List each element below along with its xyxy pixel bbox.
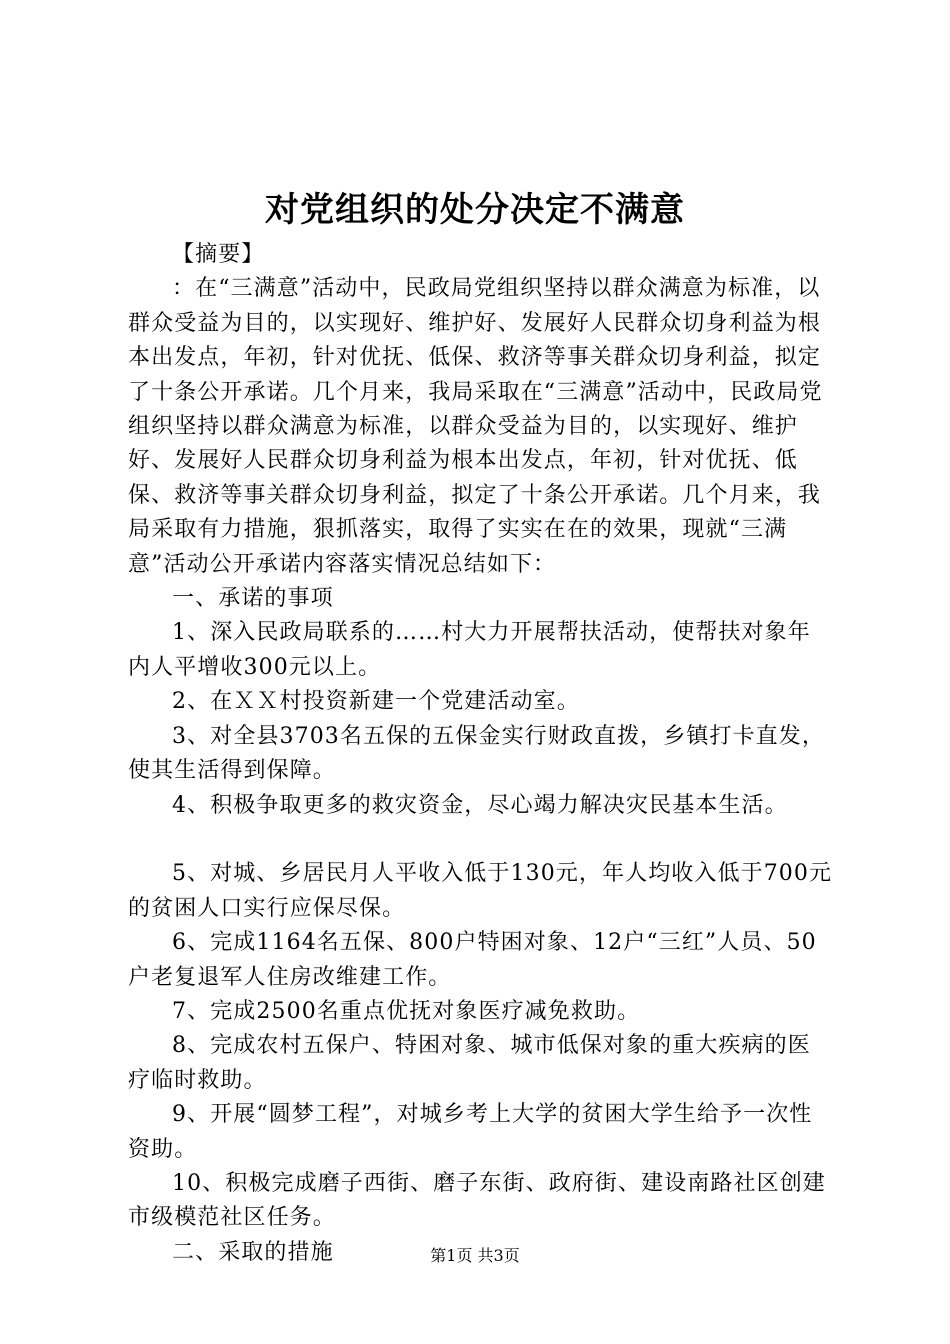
blank-line bbox=[128, 823, 833, 857]
commitment-item: 6、完成1164名五保、800户特困对象、12户“三红”人员、50户老复退军人住房改维建工作。 bbox=[128, 930, 817, 990]
commitment-item: 7、完成2500名重点优抚对象医疗减免救助。 bbox=[172, 998, 641, 1024]
commitment-item: 1、深入民政局联系的……村大力开展帮扶活动，使帮扶对象年内人平增收300元以上。 bbox=[128, 620, 811, 680]
commitment-item: 4、积极争取更多的救灾资金，尽心竭力解决灾民基本生活。 bbox=[172, 792, 788, 818]
commitment-item: 10、积极完成磨子西街、磨子东街、政府街、建设南路社区创建市级模范社区任务。 bbox=[128, 1170, 826, 1231]
page-footer: 第1页 共3页 bbox=[430, 1246, 520, 1265]
commitment-item: 2、在ＸＸ村投资新建一个党建活动室。 bbox=[172, 689, 580, 715]
abstract-label: 【摘要】 bbox=[172, 242, 265, 267]
commitment-item: 5、对城、乡居民月人平收入低于130元，年人均收入低于700元的贫困人口实行应保尽保。 bbox=[128, 861, 833, 921]
section-heading-measures: 二、采取的措施 bbox=[172, 1239, 334, 1265]
commitment-item: 9、开展“圆梦工程”，对城乡考上大学的贫困大学生给予一次性资助。 bbox=[128, 1102, 813, 1162]
commitment-item: 8、完成农村五保户、特困对象、城市低保对象的重大疾病的医疗临时救助。 bbox=[128, 1033, 811, 1093]
document-body bbox=[128, 238, 833, 1270]
section-heading-commitments: 一、承诺的事项 bbox=[172, 586, 334, 612]
abstract-paragraph: ：在“三满意”活动中，民政局党组织坚持以群众满意为标准，以群众受益为目的，以实现好、维护好、发展好人民群众切身利益为根本出发点，年初，针对优抚、低保、救济等事关群众切身利益，拟定了十条公开承诺。几个月来，我局采取在“三满意”活动中，民政局党组织坚持以群众满意为标准，以群众受益为目的，以实现好、维护好、发展好人民群众切身利益为根本出发点，年初，针对优抚、低保、救济等事关群众切身利益，拟定了十条公开承诺。几个月来，我局采取有力措施，狠抓落实，取得了实实在在的效果，现就“三满意”活动公开承诺内容落实情况总结如下： bbox=[128, 276, 823, 577]
commitment-item: 3、对全县3703名五保的五保金实行财政直拨，乡镇打卡直发，使其生活得到保障。 bbox=[128, 723, 825, 784]
document-title: 对党组织的处分决定不满意 bbox=[265, 190, 685, 230]
